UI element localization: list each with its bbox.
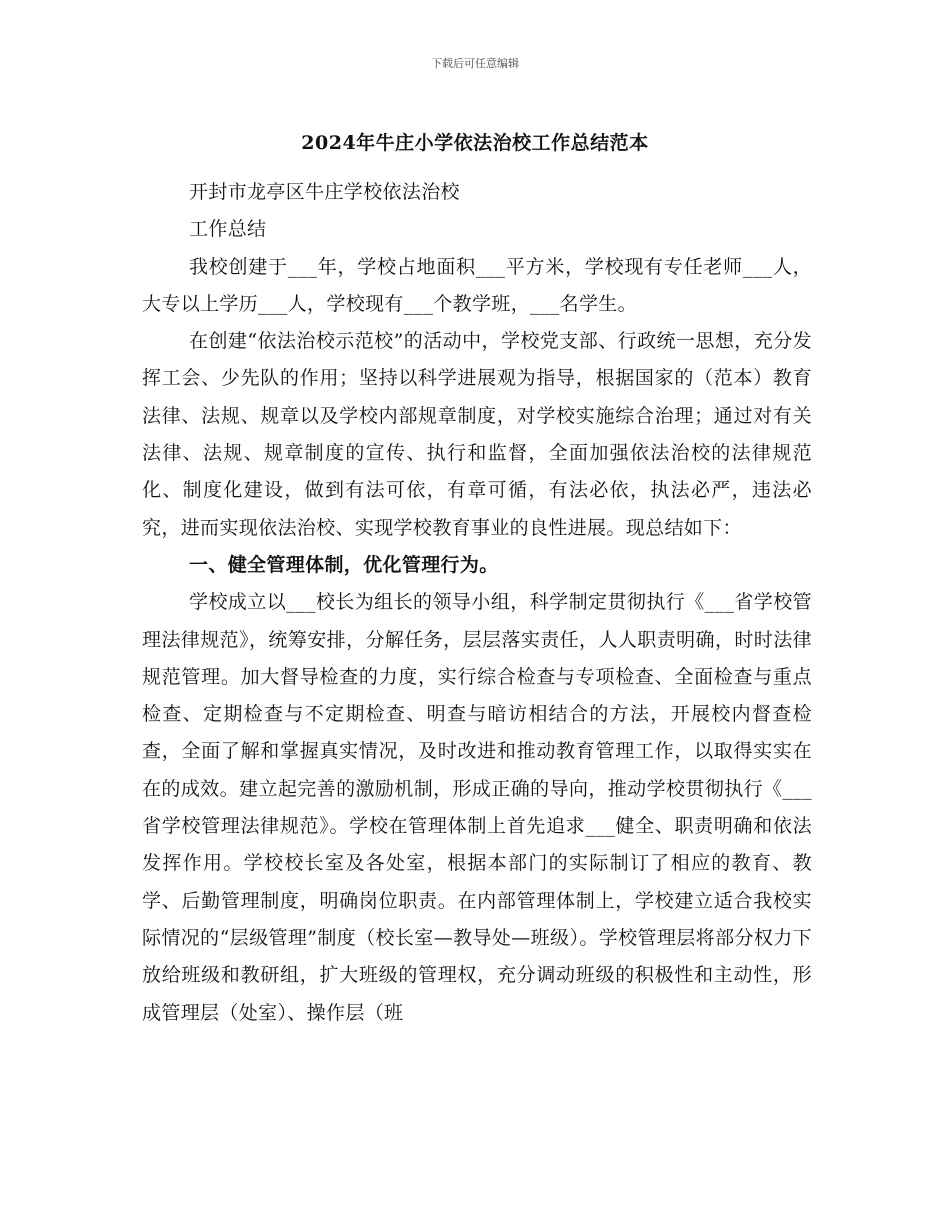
paragraph-school-name: 开封市龙亭区牛庄学校依法治校 xyxy=(189,181,460,203)
paragraph-introduction: 在创建“依法治校示范校”的活动中，学校党支部、行政统一思想，充分发挥工会、少先队的作用；坚持以科学进展观为指导，根据国家的（范本）教育法律、法规、规章以及学校内部规章制度，对学校实施综合治理；通过对有关法律、法规、规章制度的宣传、执行和监督，全面加强依法治校的法律规范化、制度化建设，做到有法可依，有章可循，有法必依，执法必严，违法必究，进而实现依法治校、实现学校教育事业的良性进展。现总结如下： xyxy=(142,330,812,539)
paragraph-subtitle: 工作总结 xyxy=(189,218,267,241)
document-body xyxy=(142,174,812,1032)
paragraph-school-overview: 我校创建于___年，学校占地面积___平方米，学校现有专任老师___人，大专以上学历___人，学校现有___个教学班，___名学生。 xyxy=(142,255,812,315)
section-heading-1: 一、健全管理体制，优化管理行为。 xyxy=(189,553,499,576)
document-title: 2024年牛庄小学依法治校工作总结范本 xyxy=(301,132,649,154)
header-note: 下载后可任意编辑 xyxy=(431,57,519,70)
paragraph-management-system: 学校成立以___校长为组长的领导小组，科学制定贯彻执行《___省学校管理法律规范》，统筹安排，分解任务，层层落实责任，人人职责明确，时时法律规范管理。加大督导检查的力度，实行综合检查与专项检查、全面检查与重点检查、定期检查与不定期检查、明查与暗访相结合的方法，开展校内督查检查，全面了解和掌握真实情况，及时改进和推动教育管理工作，以取得实实在在的成效。建立起完善的激励机制，形成正确的导向，推动学校贯彻执行《___省学校管理法律规范》。学校在管理体制上首先追求___健全、职责明确和依法发挥作用。学校校长室及各处室，根据本部门的实际制订了相应的教育、教学、后勤管理制度，明确岗位职责。在内部管理体制上，学校建立适合我校实际情况的“层级管理”制度（校长室—教导处—班级）。学校管理层将部分权力下放给班级和教研组，扩大班级的管理权，充分调动班级的积极性和主动性，形成管理层（处室）、操作层（班 xyxy=(142,591,812,1024)
